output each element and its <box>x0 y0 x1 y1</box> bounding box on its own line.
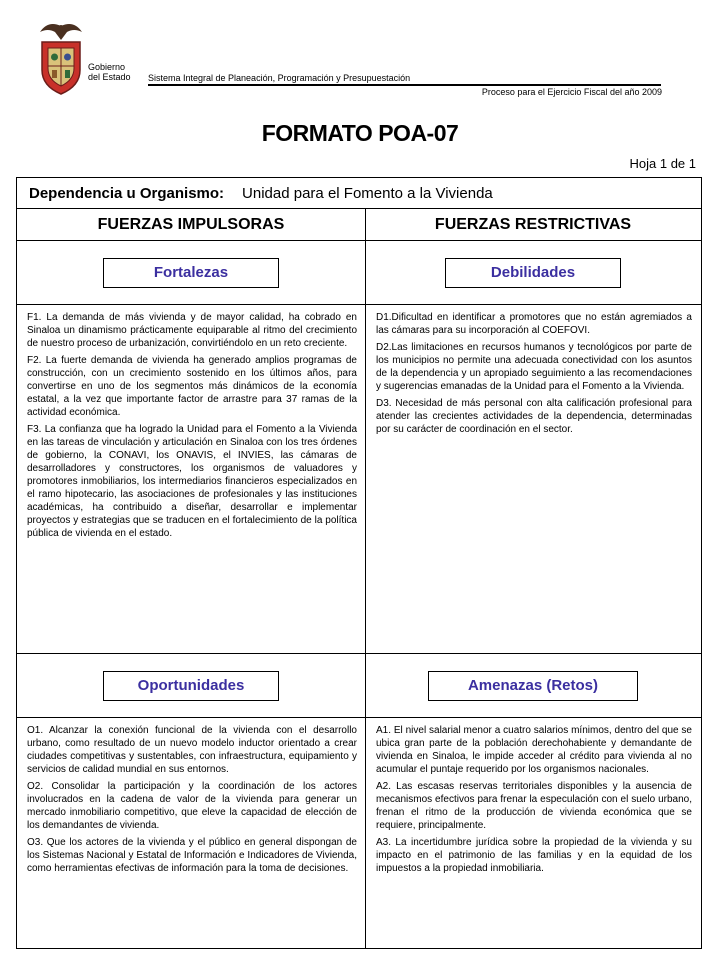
opportunity-item: O2. Consolidar la participación y la coordinación de los actores involucrados en la cadena de valor de la vivienda para generar un mercado inmobiliario competitivo, que eleve la capacidad de elección de los demandantes de vivienda. <box>27 781 357 831</box>
opportunity-item: O1. Alcanzar la conexión funcional de la vivienda con el desarrollo urbano, como resultado de un nuevo modelo inductor orientado a crear ciudades competitivas y sustentables, con infraestructura, equipamiento y servicios de calidad mundial en sus entornos. <box>27 725 357 775</box>
foda-form <box>16 177 702 949</box>
strengths-weaknesses-heading-row <box>17 241 701 305</box>
dependency-value: Unidad para el Fomento a la Vivienda <box>242 185 493 202</box>
strength-item: F2. La fuerte demanda de vivienda ha generado amplios programas de construcción, con un crecimiento sostenido en los últimos años, para convertirse en uno de los segmentos más dinámicos de la economía estatal, a la vez que importante factor de arrastre para 37 ramas de la actividad económica. <box>27 355 357 418</box>
document-header <box>0 0 720 110</box>
strength-item: F1. La demanda de más vivienda y de mayor calidad, ha cobrado en Sinaloa un dinamismo prácticamente equiparable al ritmo del crecimiento de nuestro proceso de urbanización, convirtiéndolo en un reto creciente. <box>27 312 357 349</box>
dependency-label: Dependencia u Organismo: <box>29 185 225 202</box>
forces-header-row <box>17 209 701 241</box>
threat-item: A2. Las escasas reservas territoriales disponibles y la ausencia de mecanismos efectivos para frenar la especulación con el suelo urbano, frenan el ritmo de la producción de vivienda económica que se requiere, principalmente. <box>376 781 692 831</box>
fiscal-year-process: Proceso para el Ejercicio Fiscal del año 2009 <box>481 87 662 97</box>
opportunities-title: Oportunidades <box>103 671 279 701</box>
opportunities-list <box>17 718 366 948</box>
threats-title: Amenazas (Retos) <box>428 671 638 701</box>
gobierno-line-2: del Estado <box>88 72 131 82</box>
opportunities-threats-body-row <box>17 718 701 948</box>
weakness-item: D3. Necesidad de más personal con alta calificación profesional para atender las crecientes actividades de la dependencia, determinadas por su carácter de coordinación en el sector. <box>376 398 692 435</box>
gobierno-del-estado-label <box>88 62 131 82</box>
weakness-item: D1.Dificultad en identificar a promotores que no están agremiados a las cámaras para su incorporación al COEFOVI. <box>376 312 692 336</box>
strengths-list <box>17 305 366 653</box>
system-name: Sistema Integral de Planeación, Programación y Presupuestación <box>148 73 411 83</box>
threats-heading-cell <box>366 654 700 717</box>
opportunity-item: O3. Que los actores de la vivienda y el público en general dispongan de los Sistemas Nacional y Estatal de Información e Indicadores de Vivienda, como herramientas efectivas de información para la toma de decisiones. <box>27 837 357 874</box>
threat-item: A3. La incertidumbre jurídica sobre la propiedad de la vivienda y su impacto en el patrimonio de las familias y en la equidad de los impuestos a la propiedad inmobiliaria. <box>376 837 692 874</box>
threats-list <box>366 718 700 948</box>
weaknesses-heading-cell <box>366 241 700 304</box>
threat-item: A1. El nivel salarial menor a cuatro salarios mínimos, dentro del que se ubica gran parte de la población derechohabiente y demandante de vivienda en Sinaloa, le impide acceder al crédito para vivienda al no acumular el puntaje requerido por los organismos nacionales. <box>376 725 692 775</box>
dependency-row <box>17 178 701 209</box>
page-counter: Hoja 1 de 1 <box>629 156 696 171</box>
header-divider <box>148 84 661 86</box>
weaknesses-list <box>366 305 700 653</box>
weakness-item: D2.Las limitaciones en recursos humanos y tecnológicos por parte de los municipios no permite una adecuada conectividad con los asuntos de la dependencia y un apropiado seguimiento a las recomendaciones y sugerencias emanadas de la Unidad para el Fomento a la Vivienda. <box>376 342 692 392</box>
strengths-heading-cell <box>17 241 366 304</box>
weaknesses-title: Debilidades <box>445 258 621 288</box>
strength-item: F3. La confianza que ha logrado la Unidad para el Fomento a la Vivienda en las tareas de vinculación y articulación en Sinaloa con los tres órdenes de gobierno, la CONAVI, los ONAVIS, el INVIES, las cámaras de desarrolladores y constructores, los organismos de valuadores y promotores inmobiliarios, los intermediarios financieros especializados en el ramo hipotecario, las asociaciones de profesionales y las instituciones académicas, ha contribuido a diseñar, desarrollar e implementar proyectos y estrategias que se traducen en el fortalecimiento de la política pública de vivienda en el estado. <box>27 424 357 539</box>
page-title: FORMATO POA-07 <box>261 120 459 146</box>
strengths-weaknesses-body-row <box>17 305 701 654</box>
coat-of-arms-logo <box>34 14 88 98</box>
opportunities-heading-cell <box>17 654 366 717</box>
driving-forces-header: FUERZAS IMPULSORAS <box>17 209 366 240</box>
strengths-title: Fortalezas <box>103 258 279 288</box>
gobierno-line-1: Gobierno <box>88 62 126 72</box>
restricting-forces-header: FUERZAS RESTRICTIVAS <box>434 216 632 233</box>
opportunities-threats-heading-row <box>17 654 701 718</box>
